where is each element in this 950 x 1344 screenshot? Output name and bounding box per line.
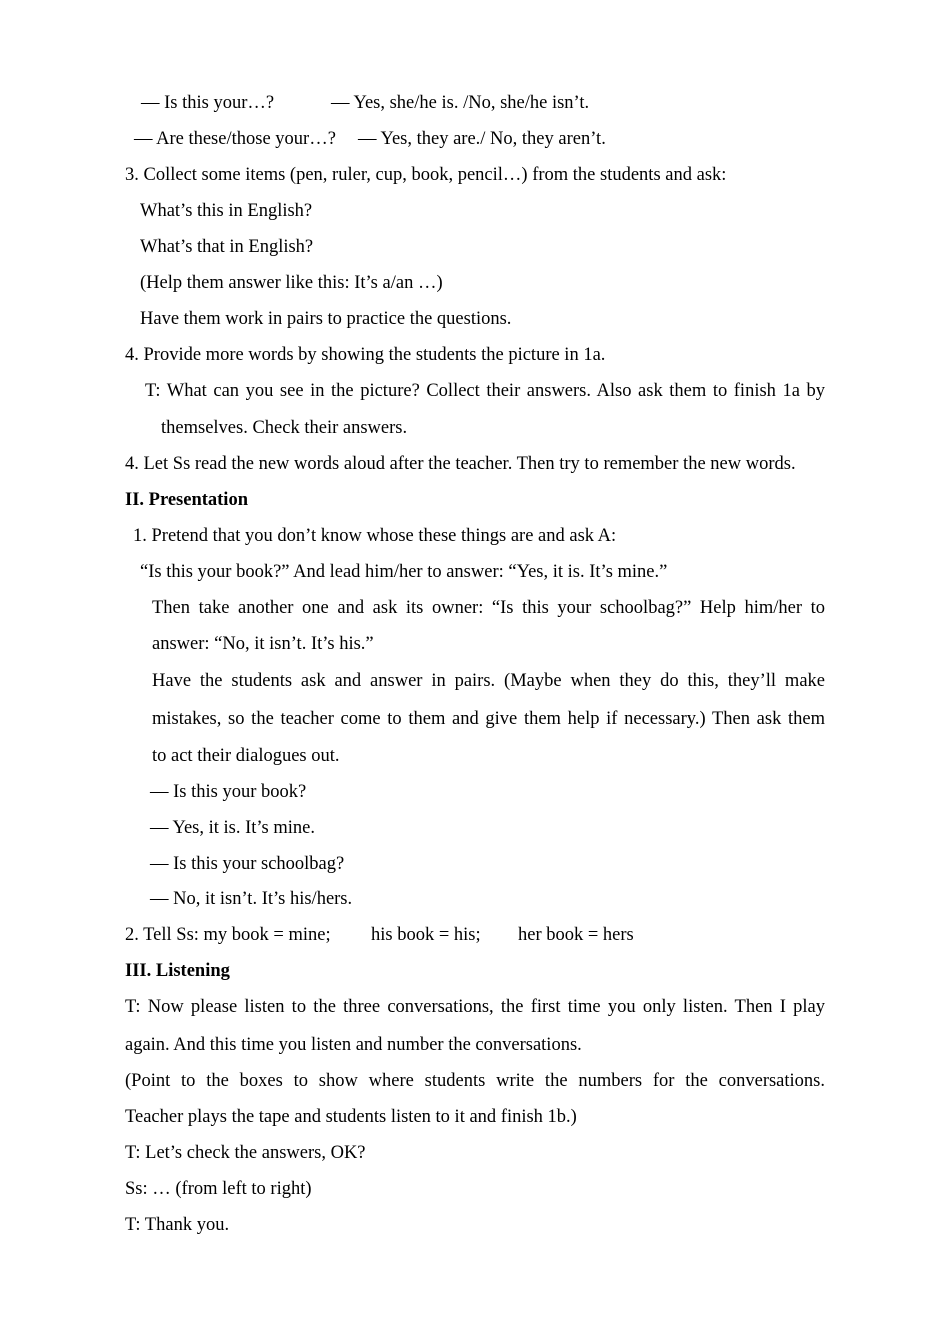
text-line: T: Now please listen to the three conversations, the first time you only listen. Then I play: [125, 997, 825, 1017]
text-line: themselves. Check their answers.: [161, 418, 408, 438]
text-line: T: Let’s check the answers, OK?: [125, 1143, 366, 1163]
text-line: Ss: … (from left to right): [125, 1179, 312, 1199]
step-text: 2. Tell Ss: my book = mine;: [125, 925, 331, 945]
text-line: again. And this time you listen and number the conversations.: [125, 1035, 582, 1055]
dialogue-answer: — Yes, she/he is. /No, she/he isn’t.: [331, 93, 590, 113]
text-line: Then take another one and ask its owner: “Is this your schoolbag?” Help him/her to: [152, 598, 825, 618]
text-line: (Point to the boxes to show where students write the numbers for the conversations.: [125, 1071, 825, 1091]
text-line: Have the students ask and answer in pairs. (Maybe when they do this, they’ll make: [152, 671, 825, 691]
text-line: Teacher plays the tape and students listen to it and finish 1b.): [125, 1107, 577, 1127]
text-line: to act their dialogues out.: [152, 746, 340, 766]
step-text: 4. Provide more words by showing the students the picture in 1a.: [125, 345, 606, 365]
text-line: mistakes, so the teacher come to them and give them help if necessary.) Then ask them: [152, 709, 825, 729]
dialogue-question: — Are these/those your…?: [134, 129, 336, 149]
dialogue-line: — No, it isn’t. It’s his/hers.: [150, 889, 353, 909]
section-heading: II. Presentation: [125, 490, 248, 510]
dialogue-line: — Is this your schoolbag?: [150, 854, 345, 874]
text-line: “Is this your book?” And lead him/her to answer: “Yes, it is. It’s mine.”: [140, 562, 668, 582]
dialogue-question: — Is this your…?: [141, 93, 275, 113]
dialogue-line: — Is this your book?: [150, 782, 307, 802]
section-heading: III. Listening: [125, 961, 230, 981]
dialogue-answer: — Yes, they are./ No, they aren’t.: [358, 129, 606, 149]
text-line: T: What can you see in the picture? Collect their answers. Also ask them to finish 1a by: [145, 381, 825, 401]
text-line: answer: “No, it isn’t. It’s his.”: [152, 634, 374, 654]
text-line: his book = his;: [371, 925, 481, 945]
step-text: 3. Collect some items (pen, ruler, cup, book, pencil…) from the students and ask:: [125, 165, 727, 185]
text-line: (Help them answer like this: It’s a/an …): [140, 273, 443, 293]
step-text: 4. Let Ss read the new words aloud after the teacher. Then try to remember the new words.: [125, 454, 796, 474]
text-line: T: Thank you.: [125, 1215, 230, 1235]
text-line: her book = hers: [518, 925, 634, 945]
text-line: Have them work in pairs to practice the questions.: [140, 309, 512, 329]
dialogue-line: — Yes, it is. It’s mine.: [150, 818, 315, 838]
text-line: What’s this in English?: [140, 201, 313, 221]
text-line: What’s that in English?: [140, 237, 314, 257]
step-text: 1. Pretend that you don’t know whose these things are and ask A:: [133, 526, 617, 546]
